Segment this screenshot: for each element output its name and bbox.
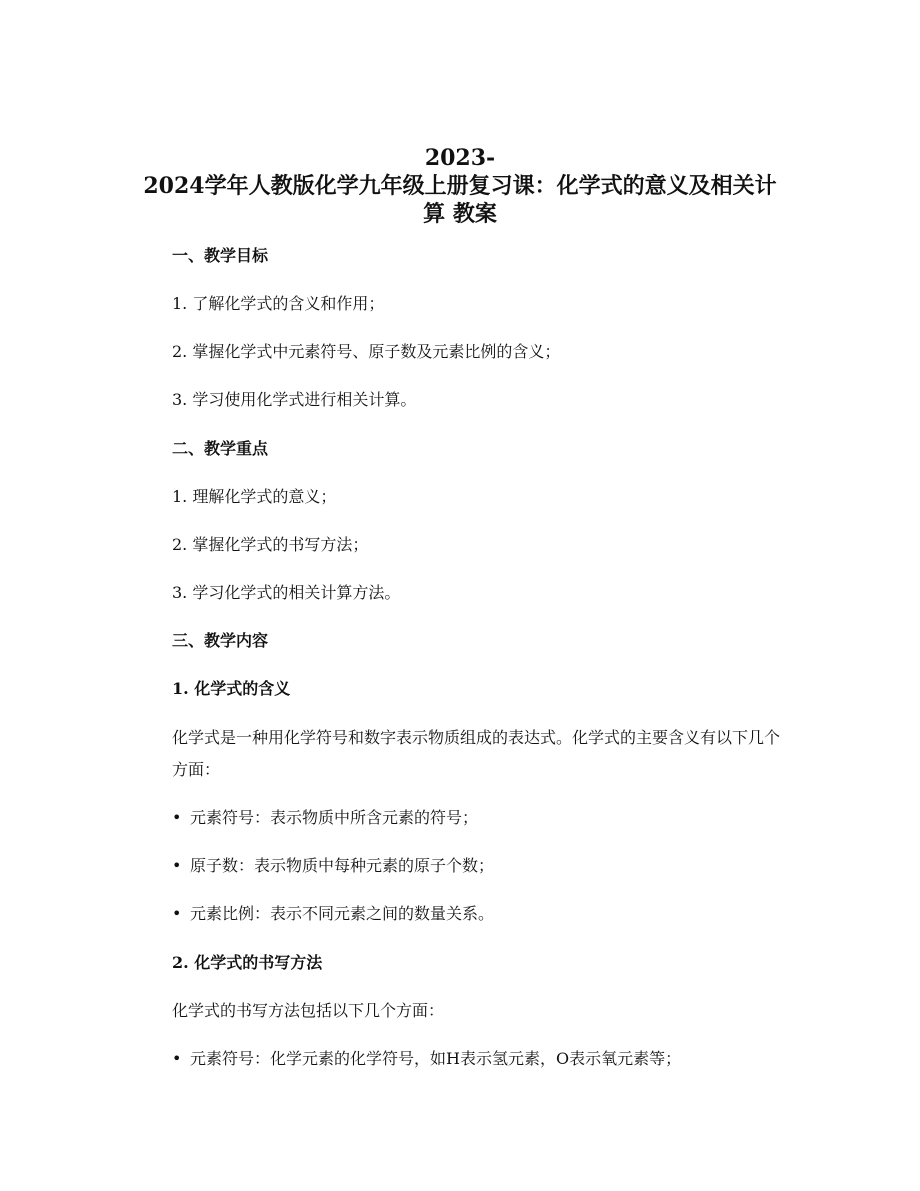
objective-item: 2. 掌握化学式中元素符号、原子数及元素比例的含义； bbox=[172, 342, 561, 361]
section-heading-key-points: 二、教学重点 bbox=[172, 439, 269, 458]
paragraph-meaning bbox=[172, 722, 792, 786]
title-line-1: 2023- bbox=[424, 145, 496, 171]
subsection-heading-meaning: 1. 化学式的含义 bbox=[172, 679, 291, 698]
bullet-text: 元素比例：表示不同元素之间的数量关系。 bbox=[190, 904, 495, 923]
bullet-dot: • bbox=[172, 856, 182, 875]
paragraph-meaning-text: 化学式是一种用化学符号和数字表示物质组成的表达式。化学式的主要含义有以下几个方面： bbox=[172, 728, 781, 779]
bullet-item bbox=[172, 856, 494, 876]
bullet-item bbox=[172, 808, 478, 828]
title-line-2: 2024学年人教版化学九年级上册复习课：化学式的意义及相关计 bbox=[143, 173, 777, 199]
bullet-item bbox=[172, 1049, 681, 1069]
bullet-text: 元素符号：表示物质中所含元素的符号； bbox=[190, 808, 479, 827]
key-point-item: 3. 学习化学式的相关计算方法。 bbox=[172, 583, 401, 602]
subsection-heading-writing: 2. 化学式的书写方法 bbox=[172, 953, 323, 972]
paragraph-writing: 化学式的书写方法包括以下几个方面： bbox=[172, 1001, 445, 1020]
key-point-item: 1. 理解化学式的意义； bbox=[172, 487, 337, 506]
bullet-text: 原子数：表示物质中每种元素的原子个数； bbox=[190, 856, 495, 875]
objective-item: 1. 了解化学式的含义和作用； bbox=[172, 294, 385, 313]
objective-item: 3. 学习使用化学式进行相关计算。 bbox=[172, 390, 417, 409]
bullet-dot: • bbox=[172, 808, 182, 827]
document-title bbox=[130, 144, 790, 228]
key-point-item: 2. 掌握化学式的书写方法； bbox=[172, 535, 369, 554]
section-heading-objectives: 一、教学目标 bbox=[172, 246, 269, 265]
section-heading-content: 三、教学内容 bbox=[172, 631, 269, 650]
title-line-3: 算 教案 bbox=[423, 201, 497, 227]
bullet-item bbox=[172, 904, 494, 924]
bullet-dot: • bbox=[172, 1049, 182, 1068]
bullet-dot: • bbox=[172, 904, 182, 923]
bullet-text: 元素符号：化学元素的化学符号，如H表示氢元素，O表示氧元素等； bbox=[190, 1049, 682, 1068]
